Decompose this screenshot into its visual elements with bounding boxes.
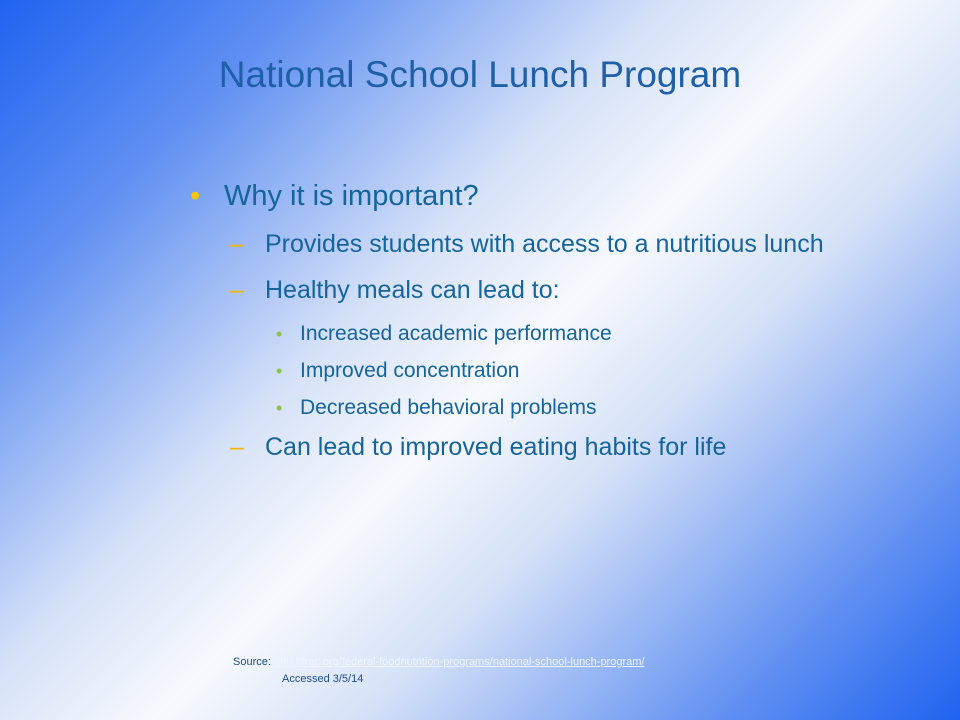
accessed-date: Accessed 3/5/14 [282,673,364,685]
sub-bullet-1 [190,228,910,260]
sub-bullet-3 [190,431,910,463]
dash-icon: – [230,230,244,258]
sub-sub-bullet-text: Decreased behavioral problems [300,396,597,419]
bullet-text: Why it is important? [224,180,479,212]
dash-icon: – [230,433,244,461]
small-bullet-icon: • [276,324,283,344]
sub-sub-bullet-text: Improved concentration [300,359,520,382]
sub-bullet-text: Provides students with access to a nutritious lunch [265,230,824,258]
sub-sub-bullet-1 [190,320,910,348]
sub-bullet-text: Healthy meals can lead to: [265,276,560,304]
small-bullet-icon: • [276,361,283,381]
source-link[interactable]: http://frac.org/federal-foodnutrition-programs/national-school-lunch-program/ [273,656,645,668]
bullet-level-1 [190,176,910,216]
sub-bullet-text: Can lead to improved eating habits for life [265,433,727,461]
slide-title: National School Lunch Program [218,54,742,95]
source-citation [233,654,644,670]
bullet-dot-icon: • [190,180,201,212]
sub-bullet-2 [190,274,910,306]
sub-sub-bullet-3 [190,394,910,422]
slide-content [190,176,910,477]
small-bullet-icon: • [276,398,283,418]
source-label: Source: [233,656,274,668]
dash-icon: – [230,276,244,304]
sub-sub-bullet-text: Increased academic performance [300,322,612,345]
sub-sub-bullet-2 [190,357,910,385]
